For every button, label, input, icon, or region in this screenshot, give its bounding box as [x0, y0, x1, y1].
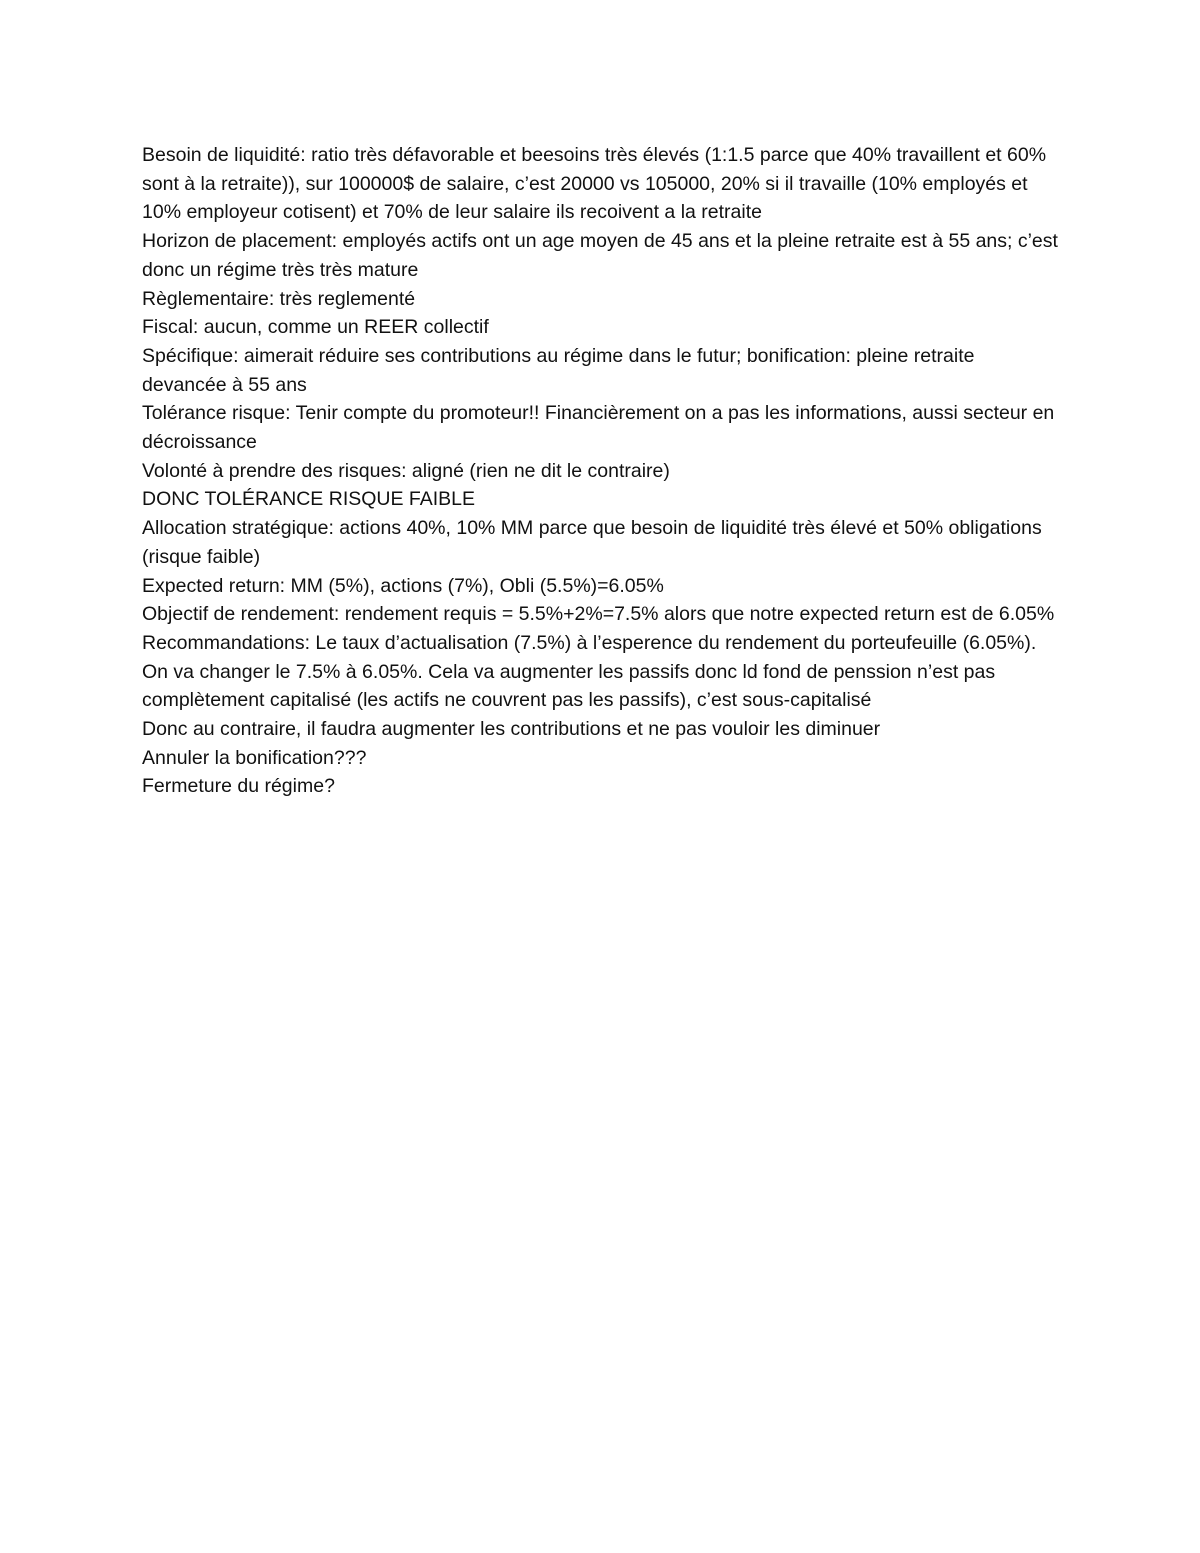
paragraph-annuler-bonification: Annuler la bonification???	[142, 746, 367, 769]
paragraph-expected-return: Expected return: MM (5%), actions (7%), Obli (5.5%)=6.05%	[142, 574, 664, 597]
paragraph-objectif-rendement: Objectif de rendement: rendement requis = 5.5%+2%=7.5% alors que notre expected return est de 6.05%	[142, 603, 1055, 626]
document-body	[142, 141, 1062, 801]
paragraph-tolerance-risque: Tolérance risque: Tenir compte du promoteur!! Financièrement on a pas les informations, aussi secteur en décroissance	[142, 402, 1055, 454]
paragraph-fermeture-regime: Fermeture du régime?	[142, 775, 335, 798]
paragraph-horizon-placement: Horizon de placement: employés actifs ont un age moyen de 45 ans et la pleine retraite est à 55 ans; c’est donc un régime très très mature	[142, 230, 1058, 281]
paragraph-reglementaire: Règlementaire: très reglementé	[142, 287, 416, 310]
paragraph-volonte-risques: Volonté à prendre des risques: aligné (rien ne dit le contraire)	[142, 459, 670, 482]
paragraph-specifique: Spécifique: aimerait réduire ses contributions au régime dans le futur; bonification: pleine retraite devancée à 55 ans	[142, 344, 975, 396]
paragraph-allocation-strategique: Allocation stratégique: actions 40%, 10% MM parce que besoin de liquidité très élevé et 50% obligations (risque faible)	[142, 517, 1042, 568]
paragraph-conclusion-tolerance: DONC TOLÉRANCE RISQUE FAIBLE	[142, 488, 476, 511]
paragraph-fiscal: Fiscal: aucun, comme un REER collectif	[142, 316, 489, 339]
paragraph-recommandations: Recommandations: Le taux d’actualisation (7.5%) à l’esperence du rendement du porteufeuille (6.05%). On va changer le 7.5% à 6.05%. Cela va augmenter les passifs donc ld fond de penssion n’est pas complètement capitalisé (les actifs ne couvrent pas les passifs), c’est sous-capitalisé	[142, 631, 1037, 712]
paragraph-augmenter-contributions: Donc au contraire, il faudra augmenter les contributions et ne pas vouloir les diminuer	[142, 718, 881, 741]
paragraph-besoin-liquidite: Besoin de liquidité: ratio très défavorable et beesoins très élevés (1:1.5 parce que 40% travaillent et 60% sont à la retraite)), sur 100000$ de salaire, c’est 20000 vs 105000, 20% si il travaille (10% employés et 10% employeur cotisent) et 70% de leur salaire ils recoivent a la retraite	[142, 144, 1047, 224]
